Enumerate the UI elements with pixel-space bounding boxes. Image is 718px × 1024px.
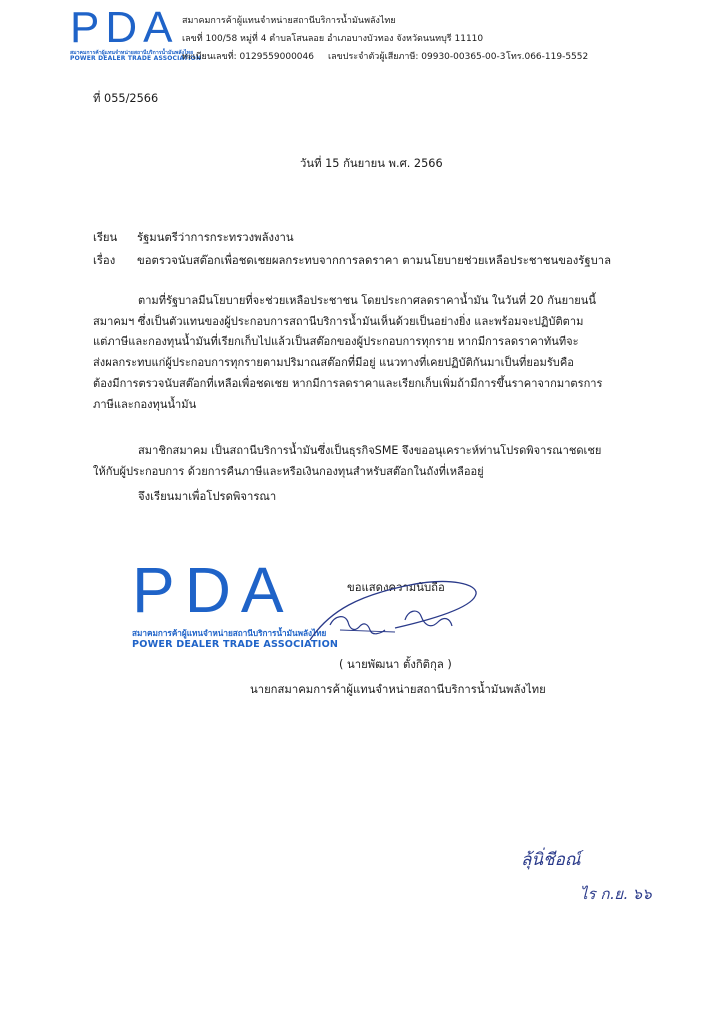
paragraph-line: ส่งผลกระทบแก่ผู้ประกอบการทุกรายตามปริมาณสต๊อกที่มีอยู่ แนวทางที่เคยปฏิบัติกันมาเป็นที่ยอมรับคือ bbox=[93, 356, 574, 370]
paragraph-line: ให้กับผู้ประกอบการ ด้วยการคืนภาษีและหรือเงินกองทุนสำหรับสต๊อกในถังที่เหลืออยู่ bbox=[93, 464, 484, 478]
handwritten-note-1: ลุ้นิ่ชีอณ์ bbox=[521, 850, 581, 870]
subject-label: เรื่อง bbox=[93, 254, 116, 267]
header-logo-english: POWER DEALER TRADE ASSOCIATION bbox=[70, 55, 202, 62]
header-address: เลขที่ 100/58 หมู่ที่ 4 ตำบลโสนลอย อำเภอบางบัวทอง จังหวัดนนทบุรี 11110 bbox=[182, 34, 484, 44]
paragraph-line: ภาษีและกองทุนน้ำมัน bbox=[93, 397, 197, 411]
paragraph-line: สมาคมฯ ซึ่งเป็นตัวแทนของผู้ประกอบการสถานีบริการน้ำมันเห็นด้วยเป็นอย่างยิ่ง และพร้อมจะปฏิบัติตาม bbox=[93, 314, 584, 328]
subject-value: ขอตรวจนับสต๊อกเพื่อชดเชยผลกระทบจากการลดราคา ตามนโยบายช่วยเหลือประชาชนของรัฐบาล bbox=[137, 254, 611, 267]
reference-number: ที่ 055/2566 bbox=[93, 92, 159, 105]
header-logo-thai: สมาคมการค้าผู้แทนจำหน่ายสถานีบริการน้ำมันพลังไทย bbox=[70, 50, 194, 56]
signature-logo-thai: สมาคมการค้าผู้แทนจำหน่ายสถานีบริการน้ำมันพลังไทย bbox=[132, 628, 327, 638]
signer-title: นายกสมาคมการค้าผู้แทนจำหน่ายสถานีบริการน้ำมันพลังไทย bbox=[250, 683, 546, 696]
paragraph-line: ต้องมีการตรวจนับสต๊อกที่เหลือเพื่อชดเชย หากมีการลดราคาและเรียกเก็บเพิ่มถ้ามีการขึ้นราคาจากมาตรการ bbox=[93, 376, 603, 390]
regards-text: ขอแสดงความนับถือ bbox=[347, 581, 445, 594]
body-paragraph-2 bbox=[93, 441, 625, 482]
paragraph-line: ตามที่รัฐบาลมีนโยบายที่จะช่วยเหลือประชาชน โดยประกาศลดราคาน้ำมัน ในวันที่ 20 กันยายนนี้ bbox=[138, 294, 596, 307]
handwritten-note-2: ไร ก.ย. ๖๖ bbox=[580, 885, 652, 903]
paragraph-line: สมาชิกสมาคม เป็นสถานีบริการน้ำมันซึ่งเป็นธุรกิจSME จึงขออนุเคราะห์ท่านโปรดพิจารณาชดเชย bbox=[138, 444, 602, 457]
header-phone: โทร.066-119-5552 bbox=[506, 52, 589, 62]
signer-name: ( นายพัฒนา ตั้งกิติกุล ) bbox=[339, 658, 452, 671]
paragraph-line: แต่ภาษีและกองทุนน้ำมันที่เรียกเก็บไปแล้วเป็นสต๊อกของผู้ประกอบการทุกราย หากมีการลดราคาทันทีจะ bbox=[93, 335, 579, 349]
header-logo-pda: PDA bbox=[70, 3, 179, 52]
to-label: เรียน bbox=[93, 231, 118, 244]
body-paragraph-1 bbox=[93, 291, 625, 415]
closing-request: จึงเรียนมาเพื่อโปรดพิจารณา bbox=[138, 490, 277, 503]
letter-date: วันที่ 15 กันยายน พ.ศ. 2566 bbox=[300, 157, 443, 170]
signature-logo-pda: PDA bbox=[132, 554, 294, 626]
handwritten-signature bbox=[300, 570, 485, 650]
header-registration: ทะเบียนเลขที่: 0129559000046 bbox=[182, 52, 314, 62]
header-tax-id: เลขประจำตัวผู้เสียภาษี: 09930-00365-00-3 bbox=[328, 52, 506, 62]
header-org-name: สมาคมการค้าผู้แทนจำหน่ายสถานีบริการน้ำมันพลังไทย bbox=[182, 16, 396, 26]
to-value: รัฐมนตรีว่าการกระทรวงพลังงาน bbox=[137, 231, 294, 244]
signature-logo-english: POWER DEALER TRADE ASSOCIATION bbox=[132, 639, 339, 650]
